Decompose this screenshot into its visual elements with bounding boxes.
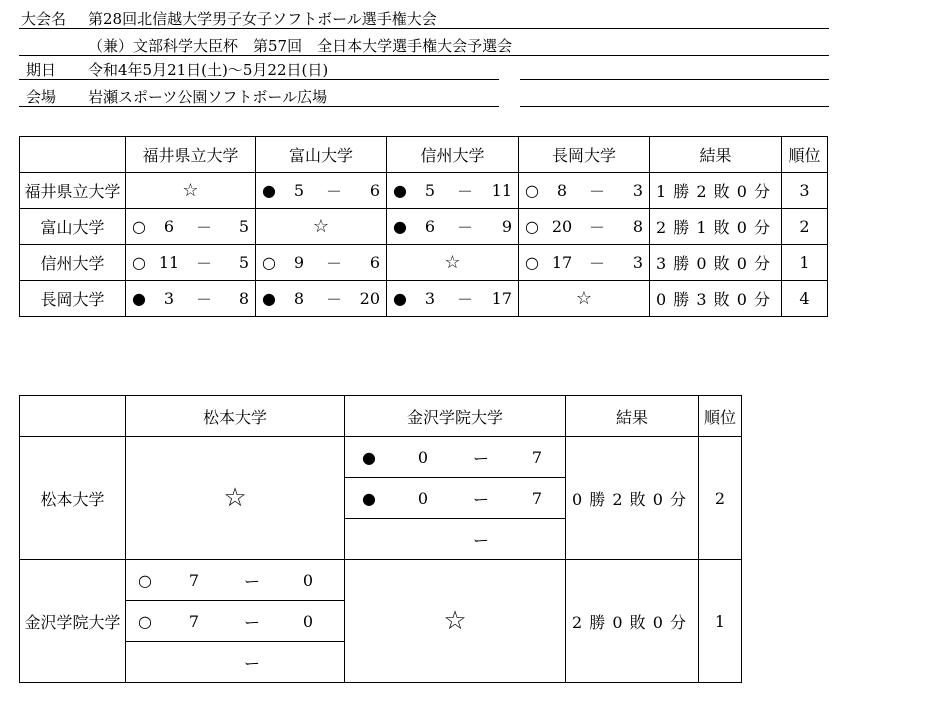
table-row [20,437,742,560]
rank-value: 3 [782,173,828,209]
score-dash: － [588,218,605,237]
match-cell [519,209,650,245]
score-dash: － [456,218,473,237]
column-header: 順位 [782,137,828,173]
match-cell [256,245,387,281]
game-score [345,478,565,518]
result-summary: 1 勝 2 敗 0 分 [650,173,782,209]
match-cell [387,173,519,209]
score-dash: － [195,254,212,273]
column-header: 富山大学 [256,137,387,173]
game-score [126,281,255,316]
corner-cell [20,396,126,437]
result-mark: ○ [525,181,539,200]
score-own: 0 [417,447,429,467]
table-row [20,173,828,209]
score-opp: 5 [238,217,249,236]
table-row [20,281,828,317]
result-mark: ● [262,289,276,308]
score-dash: ー [472,489,489,509]
tournament-subtitle: （兼）文部科学大臣杯 第57回 全日本大学選手権大会予選会 [88,37,513,55]
match-cell [126,281,256,317]
score-own: 3 [163,289,175,308]
game-score [126,601,344,641]
result-mark: ● [262,181,276,200]
score-dash: ー [243,571,260,591]
score-dash: ー [243,612,260,632]
rank-value: 2 [782,209,828,245]
score-opp: 6 [369,253,380,272]
table-header-row [20,137,828,173]
game-score [256,281,386,316]
result-summary: 0 勝 3 敗 0 分 [650,281,782,317]
team-name: 金沢学院大学 [20,560,126,683]
league-table-b [19,395,742,683]
result-mark: ○ [132,253,146,272]
game-score [256,245,386,280]
rank-value: 2 [699,437,742,560]
match-cell [256,281,387,317]
score-own: 7 [188,611,200,631]
match-cell [126,209,256,245]
score-own: 5 [424,181,436,200]
underline [19,28,829,29]
match-cell [519,173,650,209]
column-header: 長岡大学 [519,137,650,173]
column-header: 松本大学 [126,396,345,437]
score-opp: 3 [632,181,643,200]
score-opp: 9 [501,217,512,236]
score-dash: － [325,182,342,201]
score-own: 11 [158,253,180,272]
result-mark: ● [393,217,407,236]
rank-value: 4 [782,281,828,317]
column-header: 結果 [566,396,699,437]
result-summary: 0 勝 2 敗 0 分 [566,437,699,560]
score-opp: 7 [531,447,543,467]
date-value: 令和4年5月21日(土)～5月22日(日) [88,61,329,79]
result-mark: ○ [525,217,539,236]
result-mark: ● [362,488,376,508]
column-header: 金沢学院大学 [345,396,566,437]
result-mark: ● [393,289,407,308]
game-score [126,642,344,682]
score-own: 8 [293,289,305,308]
team-name: 長岡大学 [20,281,126,317]
score-opp: 7 [531,488,543,508]
venue-label: 会場 [26,88,57,106]
score-dash: － [588,182,605,201]
match-cell [387,209,519,245]
game-score [519,173,649,208]
result-mark: ● [132,289,146,308]
score-opp: 17 [491,289,512,308]
underline [19,106,499,107]
score-own: 0 [417,488,429,508]
column-header: 福井県立大学 [126,137,256,173]
self-match-star: ☆ [126,173,256,209]
result-mark: ○ [525,253,539,272]
score-opp: 0 [302,570,314,590]
underline [19,55,829,56]
self-match-star: ☆ [345,560,566,683]
score-dash: － [456,182,473,201]
score-opp: 11 [491,181,512,200]
score-own: 6 [163,217,175,236]
game-score [387,281,518,316]
team-name: 富山大学 [20,209,126,245]
game-list [345,437,565,559]
match-cell [126,560,345,683]
score-dash: ー [243,653,260,673]
score-dash: ー [472,448,489,468]
table-header-row [20,396,742,437]
score-opp: 3 [632,253,643,272]
score-opp: 8 [238,289,249,308]
score-opp: 20 [359,289,380,308]
team-name: 福井県立大学 [20,173,126,209]
game-score [519,209,649,244]
score-opp: 5 [238,253,249,272]
score-own: 5 [293,181,305,200]
column-header: 信州大学 [387,137,519,173]
self-match-star: ☆ [256,209,387,245]
result-summary: 2 勝 1 敗 0 分 [650,209,782,245]
result-summary: 3 勝 0 敗 0 分 [650,245,782,281]
result-mark: ○ [262,253,276,272]
result-mark: ○ [132,217,146,236]
match-cell [387,281,519,317]
result-mark: ○ [138,611,152,631]
score-dash: － [325,254,342,273]
score-opp: 6 [369,181,380,200]
tournament-label: 大会名 [21,10,67,28]
game-score [345,437,565,477]
underline [19,79,499,80]
game-score [256,173,386,208]
score-own: 7 [188,570,200,590]
result-mark: ○ [138,570,152,590]
match-cell [519,245,650,281]
score-own: 3 [424,289,436,308]
result-mark: ● [362,447,376,467]
column-header: 結果 [650,137,782,173]
venue-value: 岩瀬スポーツ公園ソフトボール広場 [88,88,328,106]
score-dash: － [588,254,605,273]
game-score [387,173,518,208]
team-name: 信州大学 [20,245,126,281]
score-own: 6 [424,217,436,236]
score-opp: 8 [632,217,643,236]
rank-value: 1 [699,560,742,683]
game-list [126,560,344,682]
self-match-star: ☆ [387,245,519,281]
game-score [519,245,649,280]
match-cell [126,245,256,281]
date-label: 期日 [26,61,57,79]
score-dash: － [195,290,212,309]
score-own: 9 [293,253,305,272]
game-score [126,209,255,244]
tournament-name: 第28回北信越大学男子女子ソフトボール選手権大会 [88,10,437,28]
score-dash: － [456,290,473,309]
result-mark: ● [393,181,407,200]
result-summary: 2 勝 0 敗 0 分 [566,560,699,683]
game-score [126,245,255,280]
game-score [387,209,518,244]
match-cell [345,437,566,560]
column-header: 順位 [699,396,742,437]
score-dash: ー [472,530,489,550]
rank-value: 1 [782,245,828,281]
score-own: 8 [556,181,568,200]
team-name: 松本大学 [20,437,126,560]
underline [520,79,829,80]
score-own: 20 [551,217,573,236]
score-opp: 0 [302,611,314,631]
table-row [20,245,828,281]
self-match-star: ☆ [519,281,650,317]
game-score [345,519,565,559]
league-table-a [19,136,828,317]
score-own: 17 [551,253,573,272]
score-dash: － [325,290,342,309]
underline [520,106,829,107]
table-row [20,560,742,683]
score-dash: － [195,218,212,237]
game-score [126,560,344,600]
self-match-star: ☆ [126,437,345,560]
table-row [20,209,828,245]
match-cell [256,173,387,209]
corner-cell [20,137,126,173]
